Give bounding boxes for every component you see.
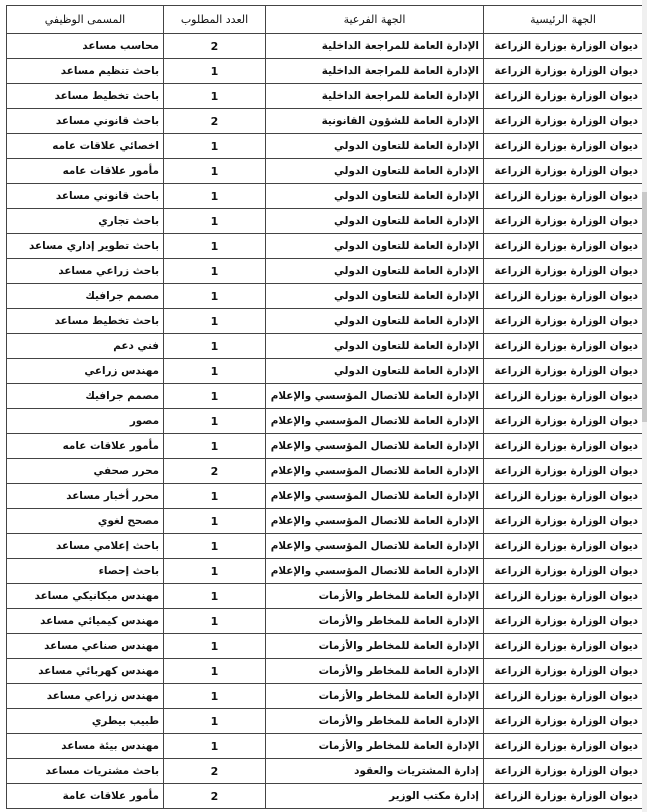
cell-main-entity: ديوان الوزارة بوزارة الزراعة bbox=[484, 109, 643, 134]
cell-sub-entity: الإدارة العامة للمخاطر والأزمات bbox=[266, 584, 484, 609]
cell-main-entity: ديوان الوزارة بوزارة الزراعة bbox=[484, 284, 643, 309]
cell-count: 1 bbox=[164, 584, 266, 609]
cell-sub-entity: إدارة مكتب الوزير bbox=[266, 784, 484, 809]
table-row bbox=[7, 84, 643, 109]
cell-main-entity: ديوان الوزارة بوزارة الزراعة bbox=[484, 184, 643, 209]
cell-main-entity: ديوان الوزارة بوزارة الزراعة bbox=[484, 659, 643, 684]
cell-main-entity: ديوان الوزارة بوزارة الزراعة bbox=[484, 259, 643, 284]
cell-count: 1 bbox=[164, 384, 266, 409]
cell-count: 1 bbox=[164, 409, 266, 434]
cell-sub-entity: إدارة المشتريات والعقود bbox=[266, 759, 484, 784]
cell-job-title: باحث تنظيم مساعد bbox=[7, 59, 164, 84]
header-job-title: المسمى الوظيفي bbox=[7, 6, 164, 34]
cell-sub-entity: الإدارة العامة للتعاون الدولي bbox=[266, 209, 484, 234]
cell-job-title: باحث إعلامي مساعد bbox=[7, 534, 164, 559]
cell-count: 1 bbox=[164, 184, 266, 209]
cell-main-entity: ديوان الوزارة بوزارة الزراعة bbox=[484, 509, 643, 534]
cell-job-title: باحث تخطيط مساعد bbox=[7, 84, 164, 109]
cell-sub-entity: الإدارة العامة للمخاطر والأزمات bbox=[266, 634, 484, 659]
cell-main-entity: ديوان الوزارة بوزارة الزراعة bbox=[484, 134, 643, 159]
cell-sub-entity: الإدارة العامة للتعاون الدولي bbox=[266, 359, 484, 384]
cell-job-title: مهندس كيميائي مساعد bbox=[7, 609, 164, 634]
cell-count: 2 bbox=[164, 109, 266, 134]
cell-job-title: باحث مشتريات مساعد bbox=[7, 759, 164, 784]
cell-main-entity: ديوان الوزارة بوزارة الزراعة bbox=[484, 59, 643, 84]
cell-main-entity: ديوان الوزارة بوزارة الزراعة bbox=[484, 334, 643, 359]
cell-sub-entity: الإدارة العامة للمخاطر والأزمات bbox=[266, 684, 484, 709]
cell-job-title: محرر صحفي bbox=[7, 459, 164, 484]
table-row bbox=[7, 409, 643, 434]
cell-count: 2 bbox=[164, 784, 266, 809]
cell-count: 1 bbox=[164, 434, 266, 459]
cell-job-title: مأمور علاقات عامه bbox=[7, 159, 164, 184]
cell-main-entity: ديوان الوزارة بوزارة الزراعة bbox=[484, 409, 643, 434]
table-row bbox=[7, 634, 643, 659]
cell-main-entity: ديوان الوزارة بوزارة الزراعة bbox=[484, 734, 643, 759]
cell-sub-entity: الإدارة العامة للتعاون الدولي bbox=[266, 159, 484, 184]
cell-sub-entity: الإدارة العامة للاتصال المؤسسي والإعلام bbox=[266, 559, 484, 584]
header-main-entity: الجهة الرئيسية bbox=[484, 6, 643, 34]
cell-sub-entity: الإدارة العامة للتعاون الدولي bbox=[266, 259, 484, 284]
cell-count: 1 bbox=[164, 334, 266, 359]
table-row bbox=[7, 184, 643, 209]
cell-count: 1 bbox=[164, 684, 266, 709]
table-row bbox=[7, 334, 643, 359]
cell-sub-entity: الإدارة العامة للمراجعة الداخلية bbox=[266, 84, 484, 109]
cell-count: 1 bbox=[164, 159, 266, 184]
table-row bbox=[7, 259, 643, 284]
cell-sub-entity: الإدارة العامة للمخاطر والأزمات bbox=[266, 709, 484, 734]
table-row bbox=[7, 709, 643, 734]
cell-count: 1 bbox=[164, 59, 266, 84]
cell-count: 2 bbox=[164, 34, 266, 59]
scrollbar-thumb[interactable] bbox=[642, 192, 647, 422]
table-row bbox=[7, 309, 643, 334]
cell-main-entity: ديوان الوزارة بوزارة الزراعة bbox=[484, 559, 643, 584]
cell-count: 1 bbox=[164, 209, 266, 234]
table-row bbox=[7, 234, 643, 259]
cell-count: 1 bbox=[164, 634, 266, 659]
cell-job-title: مصمم جرافيك bbox=[7, 284, 164, 309]
table-row bbox=[7, 209, 643, 234]
table-row bbox=[7, 559, 643, 584]
cell-main-entity: ديوان الوزارة بوزارة الزراعة bbox=[484, 84, 643, 109]
cell-job-title: مهندس زراعي bbox=[7, 359, 164, 384]
cell-count: 1 bbox=[164, 734, 266, 759]
cell-main-entity: ديوان الوزارة بوزارة الزراعة bbox=[484, 34, 643, 59]
cell-sub-entity: الإدارة العامة للاتصال المؤسسي والإعلام bbox=[266, 434, 484, 459]
cell-job-title: مهندس كهربائي مساعد bbox=[7, 659, 164, 684]
cell-main-entity: ديوان الوزارة بوزارة الزراعة bbox=[484, 459, 643, 484]
cell-sub-entity: الإدارة العامة للاتصال المؤسسي والإعلام bbox=[266, 509, 484, 534]
cell-sub-entity: الإدارة العامة للتعاون الدولي bbox=[266, 309, 484, 334]
cell-main-entity: ديوان الوزارة بوزارة الزراعة bbox=[484, 234, 643, 259]
cell-main-entity: ديوان الوزارة بوزارة الزراعة bbox=[484, 434, 643, 459]
cell-sub-entity: الإدارة العامة للاتصال المؤسسي والإعلام bbox=[266, 534, 484, 559]
table-row bbox=[7, 284, 643, 309]
cell-count: 1 bbox=[164, 284, 266, 309]
cell-job-title: مهندس صناعي مساعد bbox=[7, 634, 164, 659]
cell-job-title: طبيب بيطري bbox=[7, 709, 164, 734]
cell-count: 1 bbox=[164, 609, 266, 634]
table-row bbox=[7, 659, 643, 684]
cell-sub-entity: الإدارة العامة للاتصال المؤسسي والإعلام bbox=[266, 384, 484, 409]
cell-count: 1 bbox=[164, 484, 266, 509]
cell-job-title: باحث قانوني مساعد bbox=[7, 184, 164, 209]
cell-sub-entity: الإدارة العامة للمراجعة الداخلية bbox=[266, 34, 484, 59]
table-row bbox=[7, 359, 643, 384]
cell-count: 2 bbox=[164, 759, 266, 784]
cell-job-title: باحث تطوير إداري مساعد bbox=[7, 234, 164, 259]
cell-main-entity: ديوان الوزارة بوزارة الزراعة bbox=[484, 359, 643, 384]
cell-job-title: مصحح لغوي bbox=[7, 509, 164, 534]
table-row bbox=[7, 459, 643, 484]
cell-sub-entity: الإدارة العامة للمخاطر والأزمات bbox=[266, 734, 484, 759]
cell-count: 1 bbox=[164, 134, 266, 159]
jobs-table bbox=[6, 5, 643, 809]
cell-sub-entity: الإدارة العامة للمخاطر والأزمات bbox=[266, 659, 484, 684]
cell-job-title: مصمم جرافيك bbox=[7, 384, 164, 409]
cell-main-entity: ديوان الوزارة بوزارة الزراعة bbox=[484, 759, 643, 784]
cell-job-title: باحث قانوني مساعد bbox=[7, 109, 164, 134]
cell-job-title: مهندس زراعي مساعد bbox=[7, 684, 164, 709]
cell-sub-entity: الإدارة العامة للشؤون القانونية bbox=[266, 109, 484, 134]
cell-count: 1 bbox=[164, 509, 266, 534]
table-row bbox=[7, 109, 643, 134]
header-sub-entity: الجهة الفرعية bbox=[266, 6, 484, 34]
cell-job-title: اخصائي علاقات عامه bbox=[7, 134, 164, 159]
cell-job-title: مهندس ميكانيكي مساعد bbox=[7, 584, 164, 609]
cell-count: 1 bbox=[164, 709, 266, 734]
cell-job-title: مهندس بيئة مساعد bbox=[7, 734, 164, 759]
cell-job-title: مأمور علاقات عامه bbox=[7, 434, 164, 459]
cell-sub-entity: الإدارة العامة للاتصال المؤسسي والإعلام bbox=[266, 484, 484, 509]
cell-main-entity: ديوان الوزارة بوزارة الزراعة bbox=[484, 309, 643, 334]
cell-job-title: فني دعم bbox=[7, 334, 164, 359]
table-row bbox=[7, 59, 643, 84]
cell-job-title: مأمور علاقات عامة bbox=[7, 784, 164, 809]
cell-job-title: باحث إحصاء bbox=[7, 559, 164, 584]
table-row bbox=[7, 134, 643, 159]
table-row bbox=[7, 434, 643, 459]
cell-count: 1 bbox=[164, 309, 266, 334]
table-row bbox=[7, 734, 643, 759]
cell-count: 1 bbox=[164, 659, 266, 684]
cell-main-entity: ديوان الوزارة بوزارة الزراعة bbox=[484, 384, 643, 409]
table-row bbox=[7, 384, 643, 409]
cell-sub-entity: الإدارة العامة للمراجعة الداخلية bbox=[266, 59, 484, 84]
cell-sub-entity: الإدارة العامة للتعاون الدولي bbox=[266, 284, 484, 309]
table-row bbox=[7, 484, 643, 509]
table-body bbox=[7, 34, 643, 809]
header-count: العدد المطلوب bbox=[164, 6, 266, 34]
cell-sub-entity: الإدارة العامة للاتصال المؤسسي والإعلام bbox=[266, 459, 484, 484]
cell-sub-entity: الإدارة العامة للتعاون الدولي bbox=[266, 234, 484, 259]
cell-sub-entity: الإدارة العامة للمخاطر والأزمات bbox=[266, 609, 484, 634]
cell-main-entity: ديوان الوزارة بوزارة الزراعة bbox=[484, 484, 643, 509]
cell-job-title: باحث تجاري bbox=[7, 209, 164, 234]
table-row bbox=[7, 584, 643, 609]
cell-sub-entity: الإدارة العامة للاتصال المؤسسي والإعلام bbox=[266, 409, 484, 434]
table-header-row bbox=[7, 6, 643, 34]
cell-job-title: باحث تخطيط مساعد bbox=[7, 309, 164, 334]
table-row bbox=[7, 759, 643, 784]
cell-main-entity: ديوان الوزارة بوزارة الزراعة bbox=[484, 684, 643, 709]
cell-count: 1 bbox=[164, 559, 266, 584]
cell-count: 1 bbox=[164, 234, 266, 259]
cell-count: 1 bbox=[164, 84, 266, 109]
cell-job-title: مصور bbox=[7, 409, 164, 434]
table-row bbox=[7, 784, 643, 809]
table-row bbox=[7, 534, 643, 559]
cell-job-title: محاسب مساعد bbox=[7, 34, 164, 59]
cell-sub-entity: الإدارة العامة للتعاون الدولي bbox=[266, 184, 484, 209]
cell-main-entity: ديوان الوزارة بوزارة الزراعة bbox=[484, 534, 643, 559]
cell-count: 2 bbox=[164, 459, 266, 484]
table-row bbox=[7, 609, 643, 634]
cell-main-entity: ديوان الوزارة بوزارة الزراعة bbox=[484, 209, 643, 234]
cell-count: 1 bbox=[164, 259, 266, 284]
cell-count: 1 bbox=[164, 534, 266, 559]
cell-sub-entity: الإدارة العامة للتعاون الدولي bbox=[266, 134, 484, 159]
cell-job-title: محرر أخبار مساعد bbox=[7, 484, 164, 509]
table-row bbox=[7, 684, 643, 709]
cell-main-entity: ديوان الوزارة بوزارة الزراعة bbox=[484, 159, 643, 184]
cell-main-entity: ديوان الوزارة بوزارة الزراعة bbox=[484, 709, 643, 734]
cell-main-entity: ديوان الوزارة بوزارة الزراعة bbox=[484, 609, 643, 634]
cell-job-title: باحث زراعي مساعد bbox=[7, 259, 164, 284]
cell-sub-entity: الإدارة العامة للتعاون الدولي bbox=[266, 334, 484, 359]
table-row bbox=[7, 34, 643, 59]
cell-main-entity: ديوان الوزارة بوزارة الزراعة bbox=[484, 784, 643, 809]
cell-main-entity: ديوان الوزارة بوزارة الزراعة bbox=[484, 584, 643, 609]
table-row bbox=[7, 159, 643, 184]
cell-main-entity: ديوان الوزارة بوزارة الزراعة bbox=[484, 634, 643, 659]
table-row bbox=[7, 509, 643, 534]
cell-count: 1 bbox=[164, 359, 266, 384]
